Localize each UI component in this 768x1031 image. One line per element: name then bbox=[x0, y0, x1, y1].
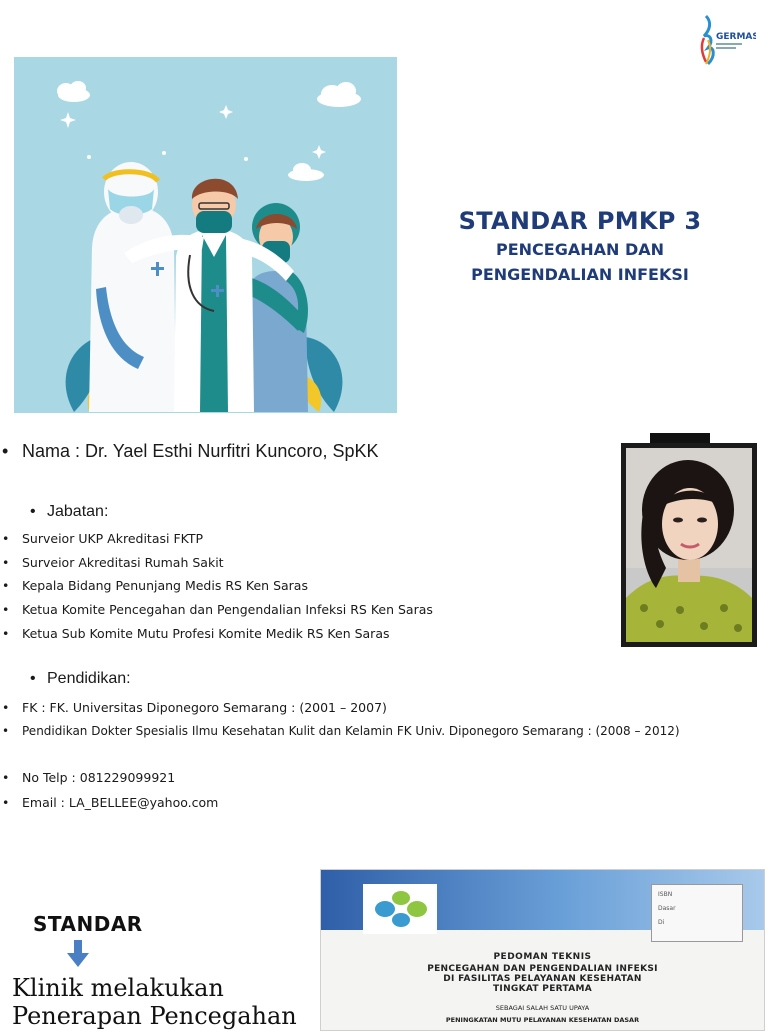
germas-logo bbox=[696, 12, 756, 68]
document-subtitle-2: PENINGKATAN MUTU PELAYANAN KESEHATAN DASAR bbox=[445, 1016, 640, 1024]
standar-label: STANDAR bbox=[33, 912, 143, 936]
klinik-text-line1: Klinik melakukan bbox=[12, 974, 224, 1002]
title-sub-line2: PENGENDALIAN INFEKSI bbox=[471, 265, 689, 284]
email-address: • Email : LA_BELLEE@yahoo.com bbox=[22, 795, 218, 810]
jabatan-item: • Surveior Akreditasi Rumah Sakit bbox=[22, 555, 224, 570]
profile-name: • Nama : Dr. Yael Esthi Nurfitri Kuncoro, SpKK bbox=[22, 441, 378, 462]
pendidikan-item: • Pendidikan Dokter Spesialis Ilmu Kesehatan Kulit dan Kelamin FK Univ. Diponegoro Semarang : (2008 – 2012) bbox=[22, 724, 680, 738]
document-heading: PEDOMAN TEKNIS bbox=[493, 952, 592, 962]
title-sub-line1: PENCEGAHAN DAN bbox=[495, 240, 665, 259]
jabatan-item: • Ketua Sub Komite Mutu Profesi Komite Medik RS Ken Saras bbox=[22, 626, 390, 641]
slide-title bbox=[410, 207, 750, 285]
jabatan-item: • Kepala Bidang Penunjang Medis RS Ken Saras bbox=[22, 578, 308, 593]
document-id-box: ISBN Dasar Di bbox=[651, 884, 743, 942]
down-arrow-icon bbox=[66, 940, 90, 972]
svg-text:GERMAS: GERMAS bbox=[716, 32, 756, 42]
guideline-document-cover bbox=[320, 869, 765, 1031]
jabatan-heading: • Jabatan: bbox=[47, 503, 108, 521]
ministry-logo-icon bbox=[363, 884, 437, 934]
germas-logo-icon bbox=[696, 12, 756, 68]
phone-number: • No Telp : 081229099921 bbox=[22, 770, 175, 785]
klinik-text-line2: Penerapan Pencegahan bbox=[12, 1002, 297, 1030]
profile-photo bbox=[621, 443, 757, 647]
pendidikan-heading: • Pendidikan: bbox=[47, 670, 131, 688]
document-title: PENCEGAHAN DAN PENGENDALIAN INFEKSI DI FASILITAS PELAYANAN KESEHATAN TINGKAT PERTAMA bbox=[427, 964, 658, 994]
pendidikan-item: • FK : FK. Universitas Diponegoro Semarang : (2001 – 2007) bbox=[22, 700, 387, 715]
document-subtitle-1: SEBAGAI SALAH SATU UPAYA bbox=[495, 1004, 590, 1012]
ministry-logo bbox=[363, 884, 437, 934]
portrait-image bbox=[626, 448, 752, 642]
jabatan-item: • Ketua Komite Pencegahan dan Pengendalian Infeksi RS Ken Saras bbox=[22, 602, 433, 617]
title-main: STANDAR PMKP 3 bbox=[458, 207, 702, 235]
jabatan-item: • Surveior UKP Akreditasi FKTP bbox=[22, 531, 203, 546]
health-workers-illustration bbox=[14, 57, 397, 413]
